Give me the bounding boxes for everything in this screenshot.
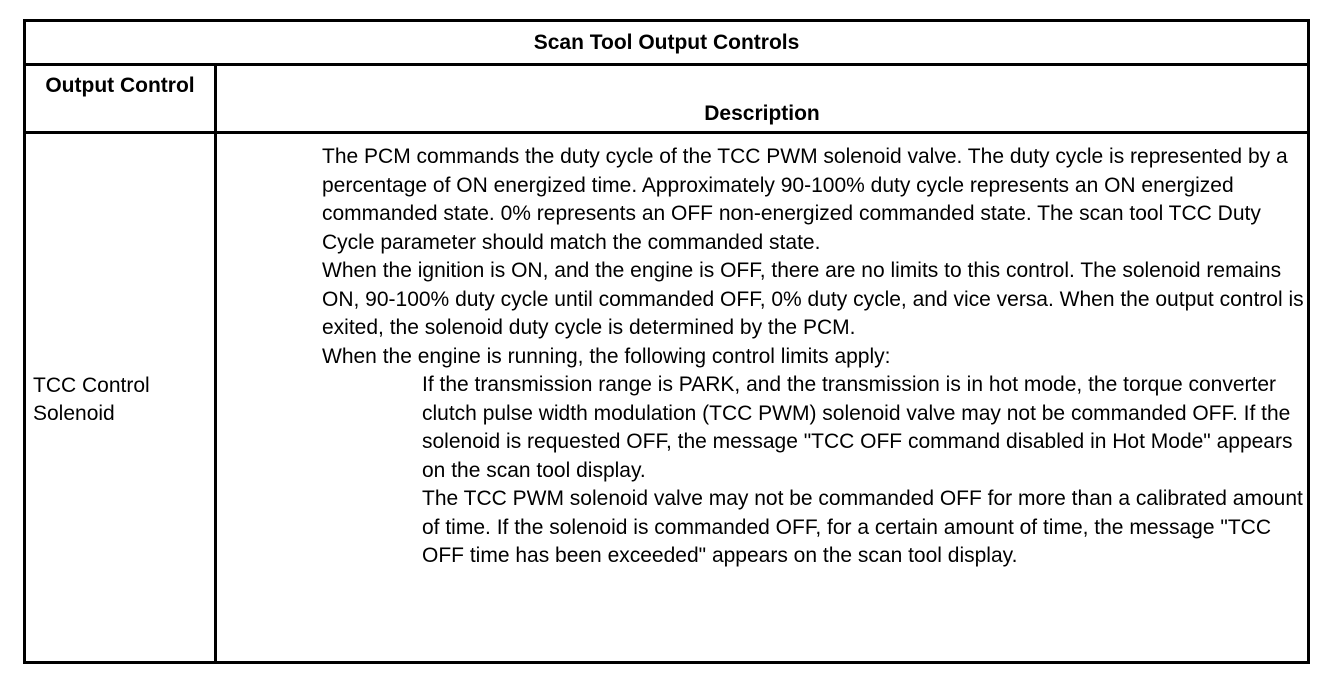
scan-tool-output-controls-table bbox=[23, 19, 1310, 664]
limit-off-time: The TCC PWM solenoid valve may not be commanded OFF for more than a calibrated amount of time. If the solenoid is commanded OFF, for a certain amount of time, the message "TCC OFF time has been exceeded" appears on the scan tool display. bbox=[422, 487, 1303, 567]
limit-hot-mode-park: If the transmission range is PARK, and the transmission is in hot mode, the torque converter clutch pulse width modulation (TCC PWM) solenoid valve may not be commanded OFF. If the solenoid is requested OFF, the message "TCC OFF command disabled in Hot Mode" appears on the scan tool display. bbox=[422, 373, 1293, 482]
column-divider bbox=[214, 66, 217, 664]
description-header: Description bbox=[704, 102, 820, 125]
description-cell bbox=[322, 143, 1307, 571]
header-row bbox=[26, 66, 1307, 134]
output-control-cell: TCC Control Solenoid bbox=[33, 374, 150, 425]
output-control-header: Output Control bbox=[45, 74, 195, 97]
description-paragraph-duty-cycle: The PCM commands the duty cycle of the TCC PWM solenoid valve. The duty cycle is represented by a percentage of ON energized time. Approximately 90-100% duty cycle represents an ON energized commanded state. 0% represents an OFF non-energized commanded state. The scan tool TCC Duty Cycle parameter should match the commanded state. bbox=[322, 145, 1288, 254]
table-title: Scan Tool Output Controls bbox=[26, 22, 1307, 66]
description-paragraph-ignition-on: When the ignition is ON, and the engine is OFF, there are no limits to this control. The solenoid remains ON, 90-100% duty cycle until commanded OFF, 0% duty cycle, and vice versa. When the output control is exited, the solenoid duty cycle is determined by the PCM. bbox=[322, 259, 1304, 339]
description-paragraph-engine-running: When the engine is running, the following control limits apply: bbox=[322, 344, 891, 368]
